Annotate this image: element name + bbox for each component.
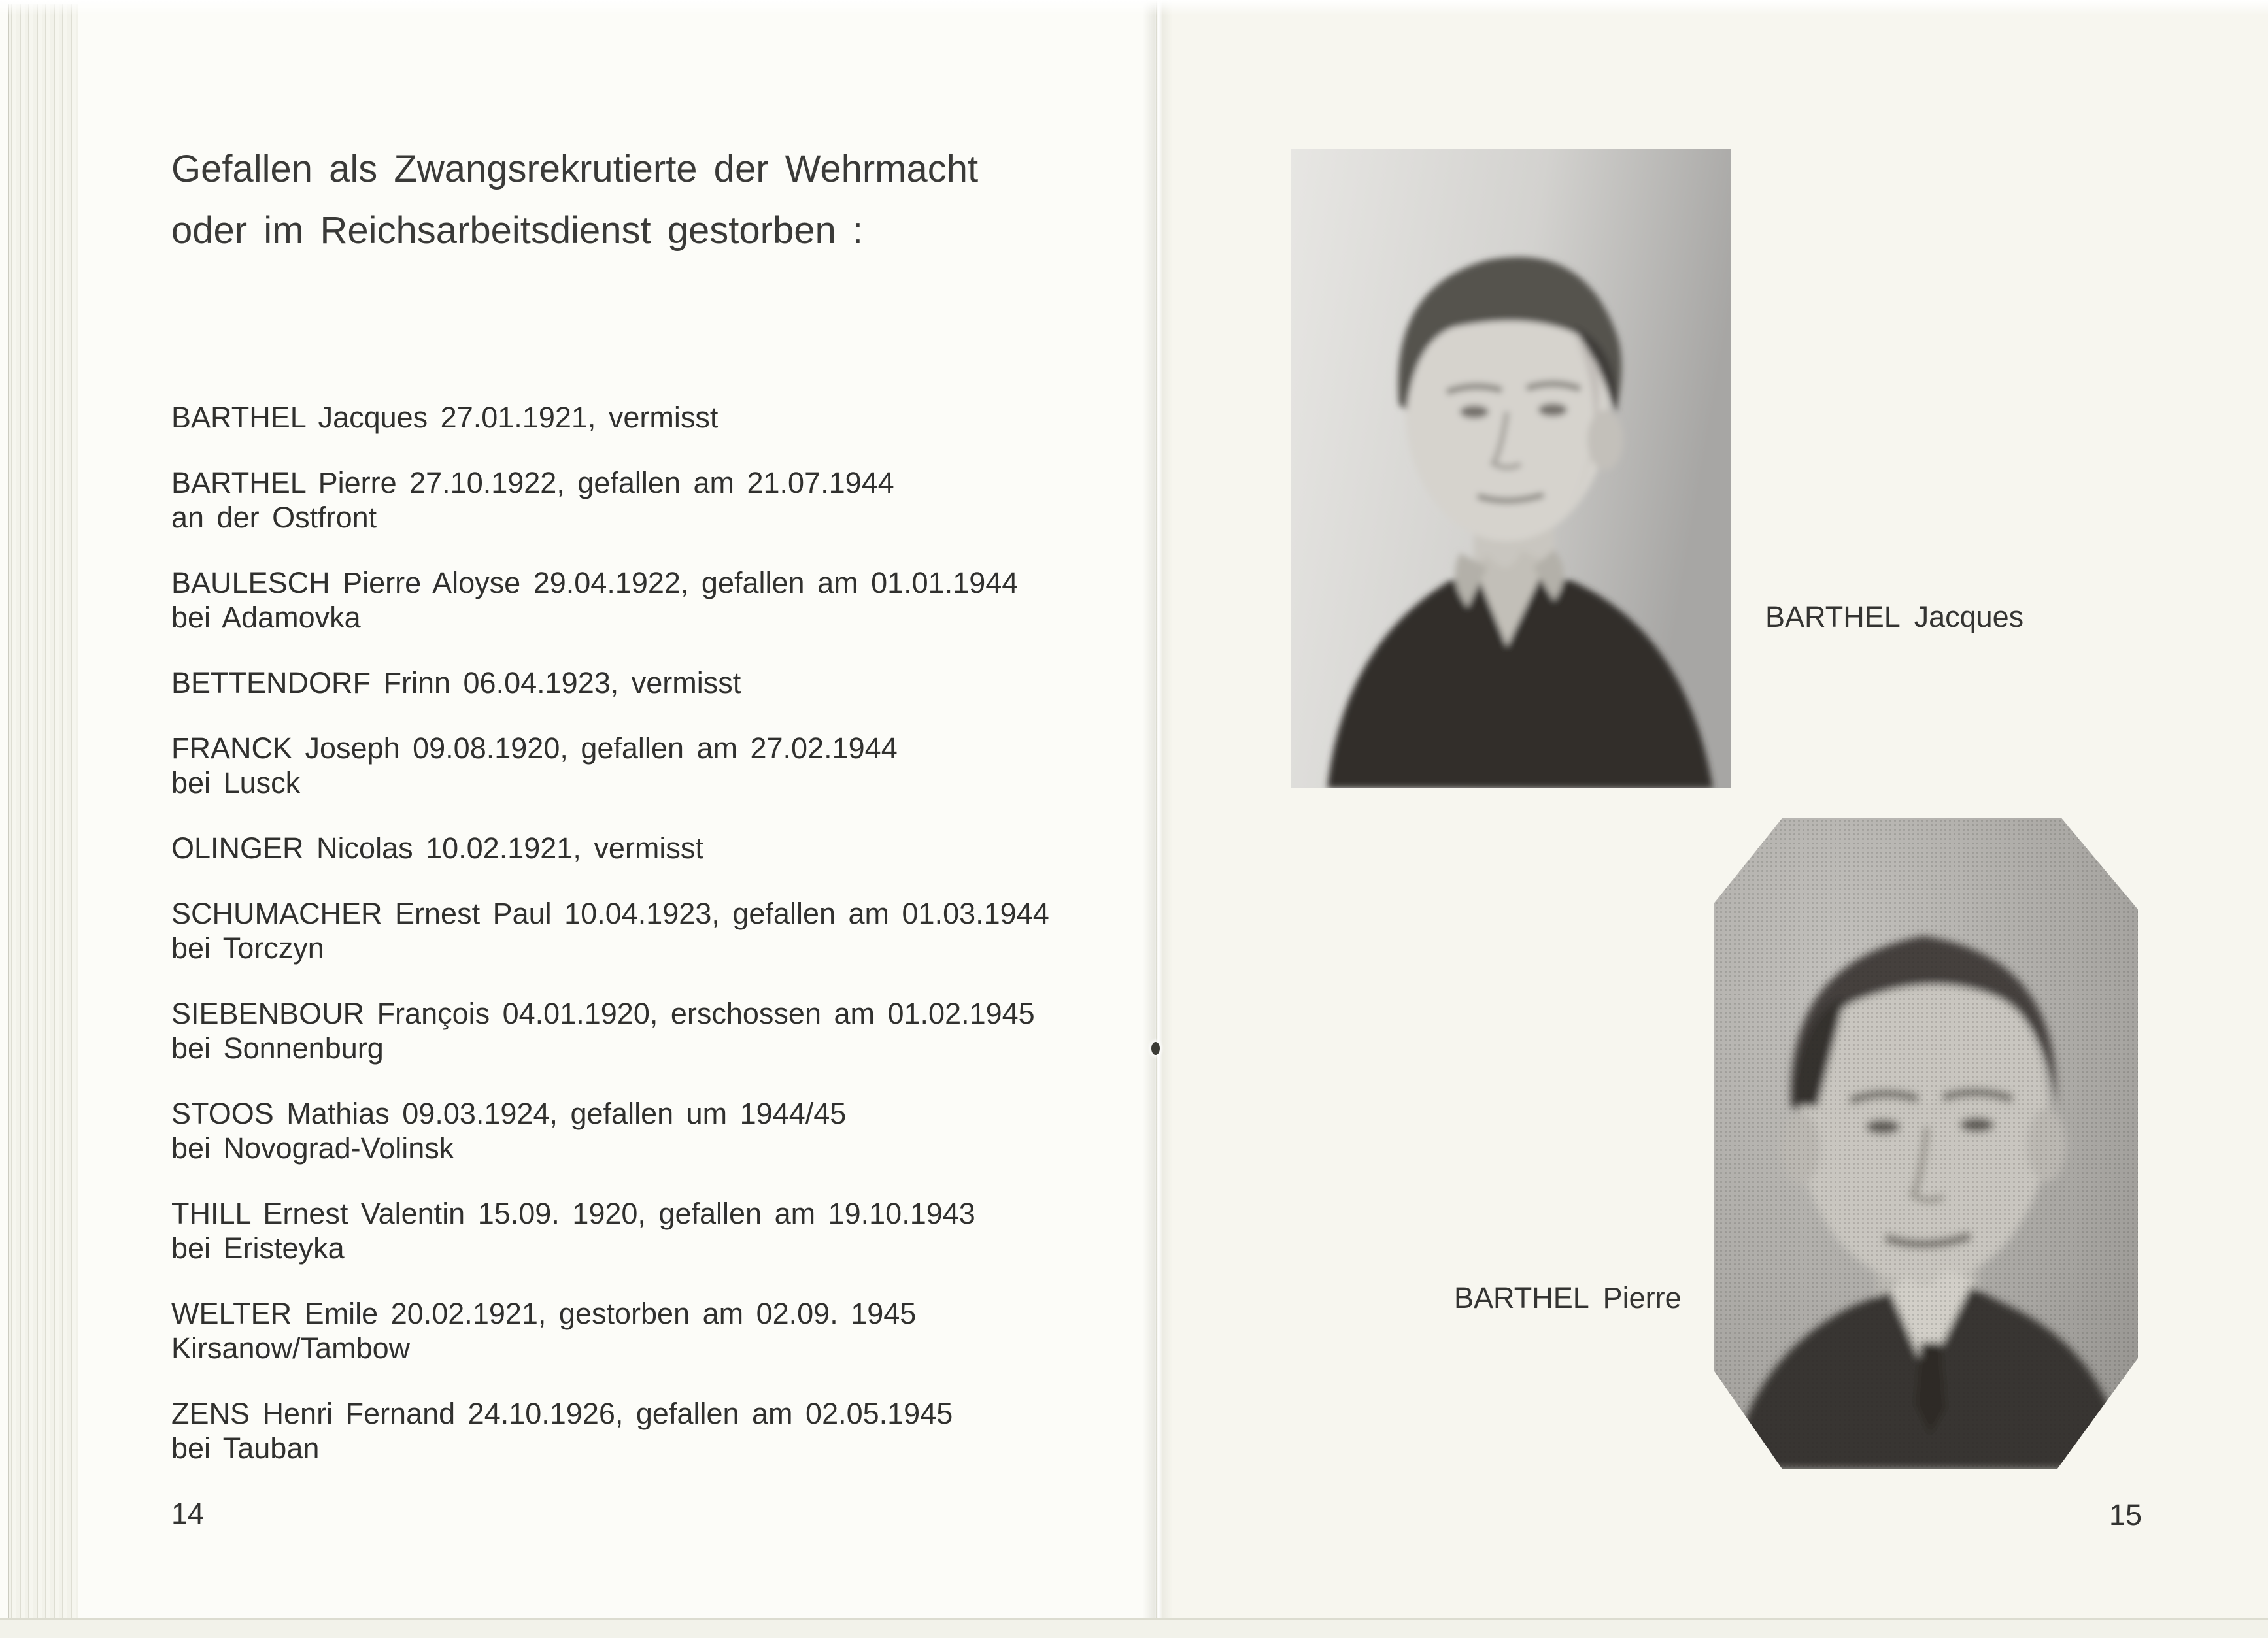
entry-line2: Kirsanow/Tambow [171, 1331, 411, 1365]
portrait-photo-barthel-pierre [1714, 818, 2138, 1469]
page-title [171, 139, 978, 261]
list-entry [171, 565, 1139, 635]
page-edge-stack [8, 4, 78, 1625]
entry-line1: OLINGER Nicolas 10.02.1921, vermisst [171, 831, 703, 865]
page-number-14: 14 [171, 1497, 205, 1530]
entry-line2: bei Adamovka [171, 601, 361, 634]
entry-line2: bei Eristeyka [171, 1231, 345, 1265]
list-entry [171, 1396, 1139, 1465]
binding-hole [1151, 1042, 1160, 1055]
list-entry [171, 665, 1139, 700]
entry-line1: SIEBENBOUR François 04.01.1920, erschossen am 01.02.1945 [171, 997, 1035, 1030]
entry-line2: bei Novograd-Volinsk [171, 1131, 454, 1165]
list-entry [171, 831, 1139, 865]
photo-caption-jacques: BARTHEL Jacques [1765, 600, 2024, 633]
entry-line2: bei Torczyn [171, 931, 324, 965]
portrait-illustration [1291, 149, 1731, 788]
entry-line1: BARTHEL Jacques 27.01.1921, vermisst [171, 401, 719, 434]
entry-line2: an der Ostfront [171, 501, 377, 534]
entry-line1: BETTENDORF Frinn 06.04.1923, vermisst [171, 666, 741, 699]
list-entry [171, 400, 1139, 435]
entry-line1: ZENS Henri Fernand 24.10.1926, gefallen am 02.05.1945 [171, 1397, 953, 1430]
list-entry [171, 896, 1139, 965]
entry-line1: BARTHEL Pierre 27.10.1922, gefallen am 21.07.1944 [171, 466, 894, 499]
portrait-photo-barthel-jacques [1291, 149, 1731, 788]
entry-line2: bei Tauban [171, 1431, 320, 1465]
scan-top-edge [0, 0, 2268, 16]
page-title-line1: Gefallen als Zwangsrekrutierte der Wehrmacht [171, 148, 979, 190]
entry-line1: BAULESCH Pierre Aloyse 29.04.1922, gefallen am 01.01.1944 [171, 566, 1019, 599]
entry-line1: WELTER Emile 20.02.1921, gestorben am 02.09. 1945 [171, 1297, 917, 1330]
photo-caption-pierre: BARTHEL Pierre [1454, 1281, 1682, 1314]
list-entry [171, 1296, 1139, 1365]
gutter-line [1156, 0, 1157, 1638]
list-entry [171, 996, 1139, 1065]
entry-line1: SCHUMACHER Ernest Paul 10.04.1923, gefallen am 01.03.1944 [171, 897, 1049, 930]
page-number-15: 15 [2109, 1498, 2142, 1531]
entry-line2: bei Lusck [171, 766, 301, 799]
list-entry [171, 731, 1139, 800]
entry-line1: FRANCK Joseph 09.08.1920, gefallen am 27.02.1944 [171, 731, 898, 765]
scan-bottom-edge [0, 1618, 2268, 1638]
entry-line1: STOOS Mathias 09.03.1924, gefallen um 1944/45 [171, 1097, 847, 1130]
book-gutter [1143, 0, 1173, 1638]
list-entry [171, 1196, 1139, 1265]
entry-line2: bei Sonnenburg [171, 1031, 384, 1065]
list-entry [171, 465, 1139, 535]
page-title-line2: oder im Reichsarbeitsdienst gestorben : [171, 209, 863, 252]
portrait-illustration [1714, 818, 2138, 1469]
casualty-list [171, 400, 1139, 1496]
entry-line1: THILL Ernest Valentin 15.09. 1920, gefallen am 19.10.1943 [171, 1197, 975, 1230]
list-entry [171, 1096, 1139, 1165]
